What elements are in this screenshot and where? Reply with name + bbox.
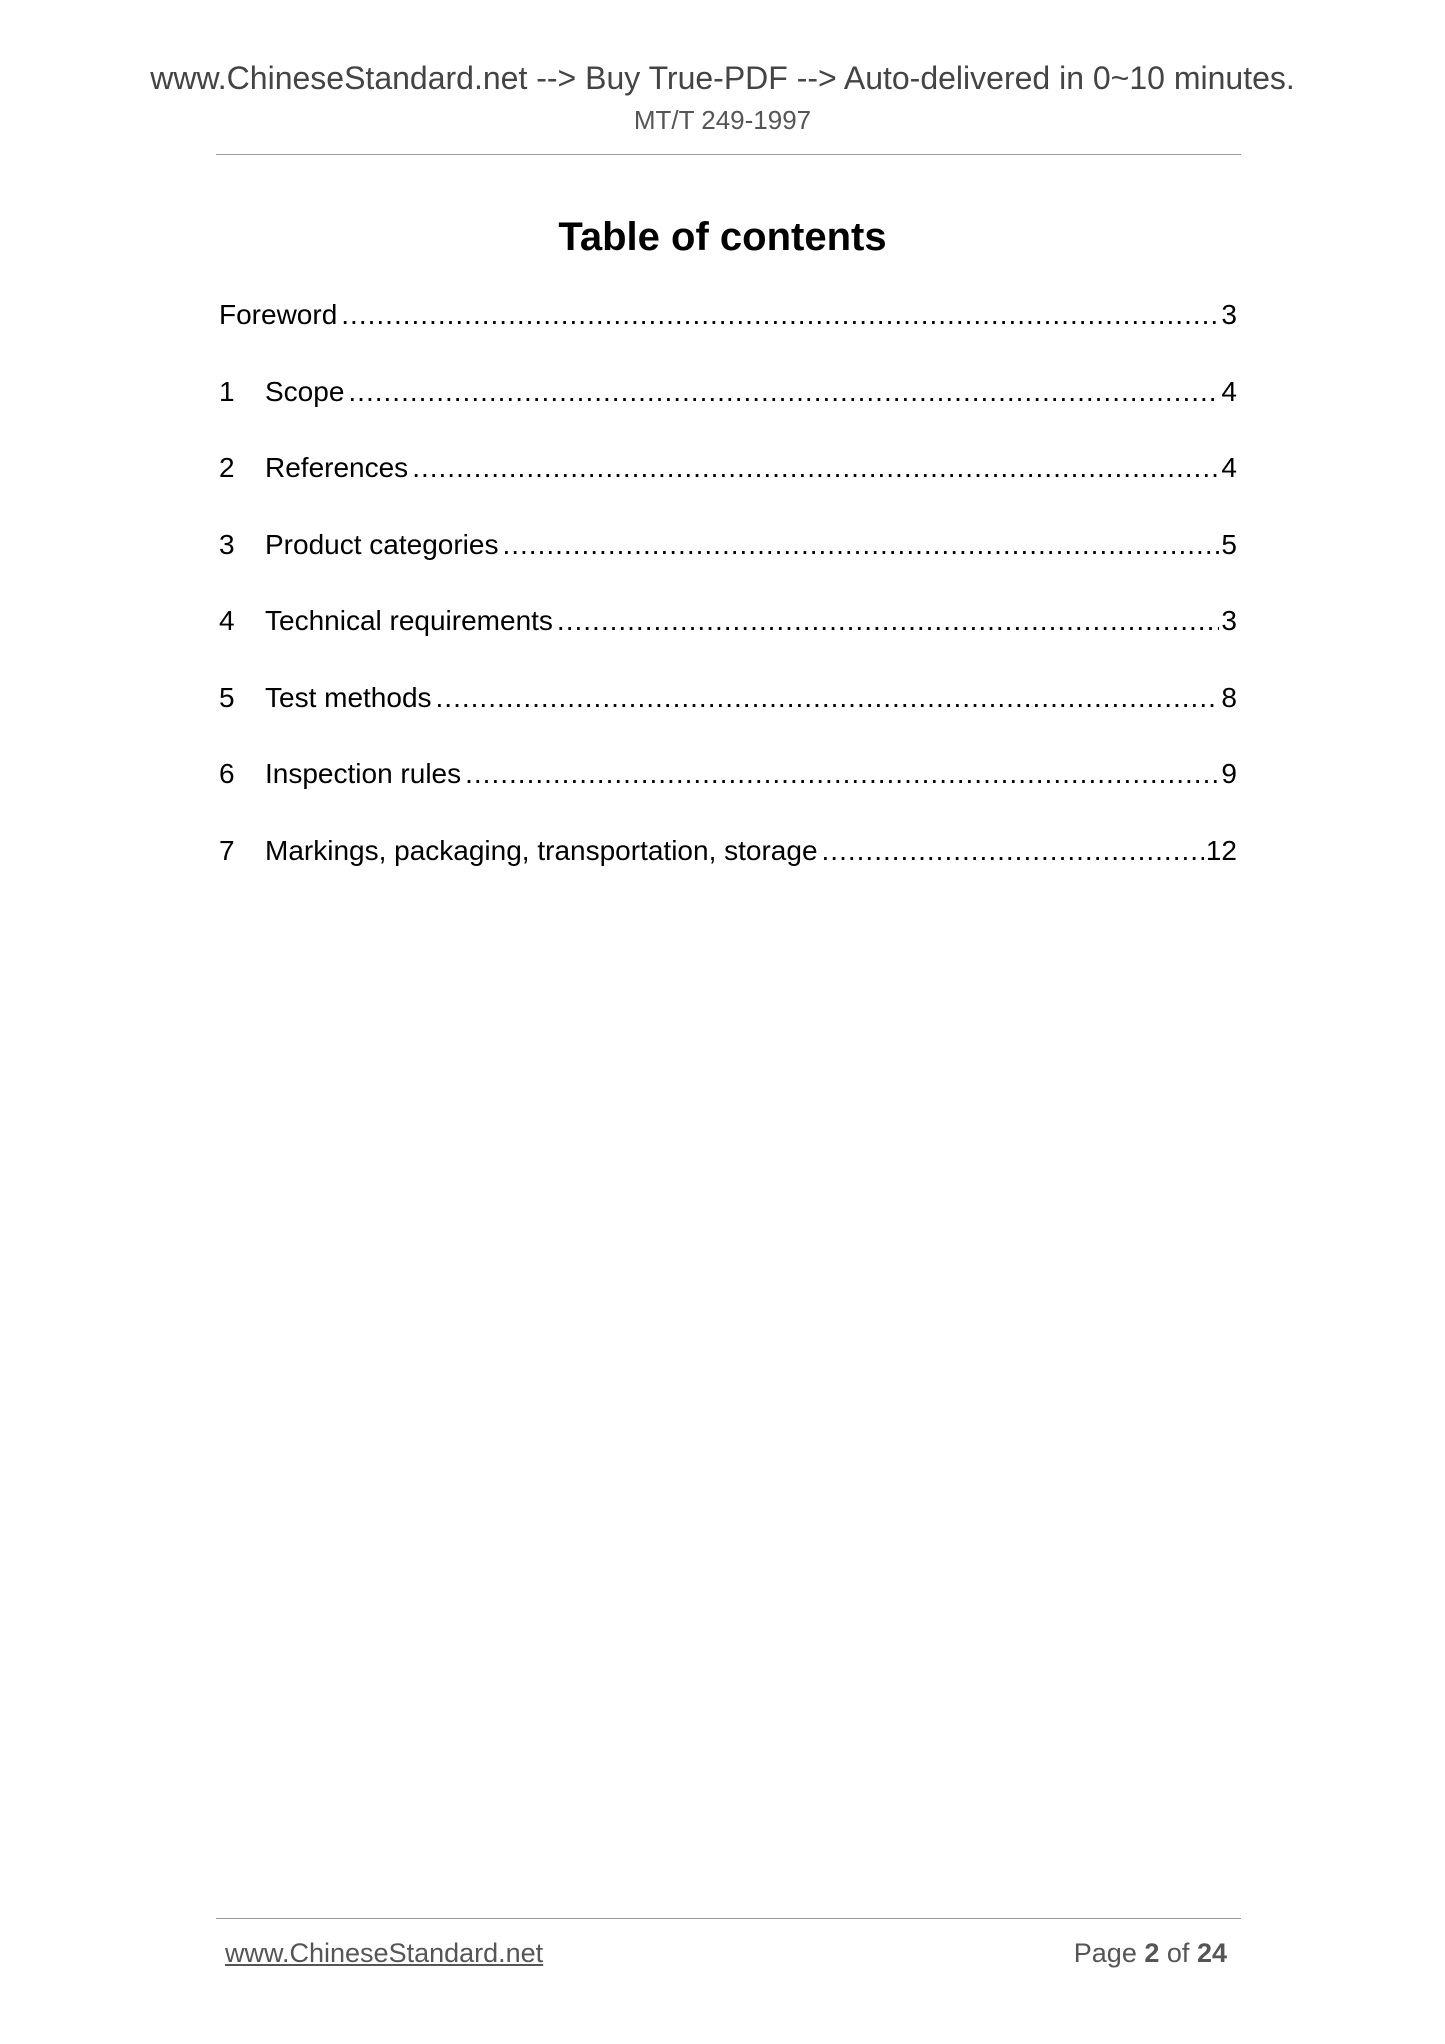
toc-entry-label: Product categories <box>265 528 499 560</box>
toc-entry-product-categories[interactable] <box>219 520 1237 597</box>
toc-entry-page: 4 <box>1221 375 1237 407</box>
toc-entry-inspection-rules[interactable] <box>219 749 1237 826</box>
toc-entry-number: 7 <box>219 834 235 866</box>
toc-entry-page: 9 <box>1221 758 1237 789</box>
toc-entry-page: 12 <box>1205 834 1237 866</box>
toc-entry-scope[interactable] <box>219 367 1237 444</box>
toc-leader-dots <box>348 367 1219 417</box>
page-current: 2 <box>1144 1938 1160 1968</box>
toc-entry-label: Test methods <box>265 681 432 713</box>
toc-leader-dots <box>436 673 1220 723</box>
toc-entry-label: Scope <box>265 375 345 407</box>
toc-entry-number: 2 <box>219 452 235 483</box>
toc-entry-number: 6 <box>219 758 235 789</box>
toc-entry-number: 4 <box>219 605 235 636</box>
toc-leader-dots <box>465 749 1219 799</box>
toc-entry-technical-requirements[interactable] <box>219 596 1237 673</box>
toc-entry-page: 4 <box>1221 452 1237 483</box>
page-prefix: Page <box>1073 1938 1137 1968</box>
toc-entry-number: 3 <box>219 528 235 560</box>
header-divider <box>216 154 1241 155</box>
toc-entry-page: 3 <box>1221 299 1237 330</box>
toc-entry-foreword[interactable] <box>219 290 1237 367</box>
page-total: 24 <box>1196 1938 1227 1968</box>
footer-divider <box>216 1918 1241 1919</box>
toc-entry-label: Inspection rules <box>265 758 462 789</box>
toc-title: Table of contents <box>558 215 887 259</box>
toc-leader-dots <box>341 290 1219 340</box>
header-banner: www.ChineseStandard.net --> Buy True-PDF --> Auto-delivered in 0~10 minutes. <box>150 60 1295 96</box>
page-indicator <box>1074 1936 1227 1970</box>
toc-entry-number: 5 <box>219 681 235 713</box>
toc-entry-number: 1 <box>219 375 235 407</box>
toc-leader-dots <box>412 443 1219 493</box>
toc-entry-references[interactable] <box>219 443 1237 520</box>
toc-leader-dots <box>557 596 1220 646</box>
toc-leader-dots <box>502 520 1219 570</box>
toc-list <box>219 290 1237 902</box>
toc-entry-markings[interactable] <box>219 826 1237 903</box>
toc-entry-page: 5 <box>1221 528 1237 560</box>
toc-entry-page: 8 <box>1221 681 1237 713</box>
toc-entry-label: Markings, packaging, transportation, storage <box>265 834 818 866</box>
toc-entry-label: Technical requirements <box>265 605 553 636</box>
toc-entry-label: Foreword <box>219 299 338 330</box>
toc-entry-label: References <box>265 452 409 483</box>
standard-code: MT/T 249-1997 <box>633 105 812 135</box>
toc-leader-dots <box>822 826 1204 876</box>
page-of: of <box>1166 1938 1190 1968</box>
footer-site-link[interactable]: www.ChineseStandard.net <box>225 1938 544 1968</box>
toc-entry-test-methods[interactable] <box>219 673 1237 750</box>
toc-entry-page: 3 <box>1221 605 1237 636</box>
